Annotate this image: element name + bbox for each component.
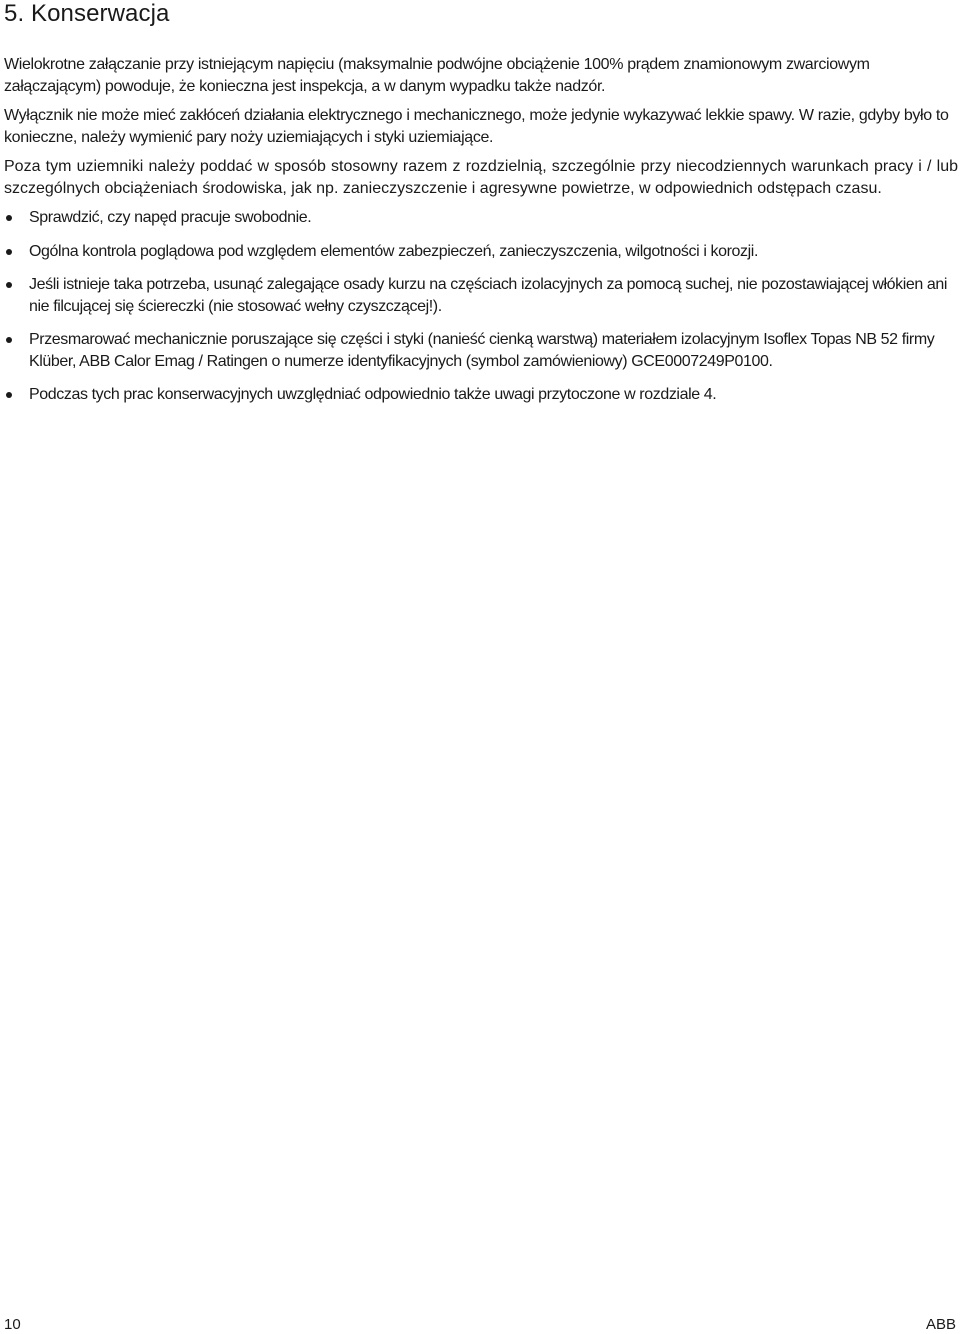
bullet-icon	[6, 249, 12, 255]
list-item-text: Podczas tych prac konserwacyjnych uwzględniać odpowiednio także uwagi przytoczone w rozdziale 4.	[29, 386, 717, 403]
bullet-icon	[6, 282, 12, 288]
list-item-text: Ogólna kontrola poglądowa pod względem elementów zabezpieczeń, zanieczyszczenia, wilgotności i korozji.	[29, 242, 758, 260]
list-item	[4, 274, 958, 317]
paragraph-earthing-switches: Poza tym uziemniki należy poddać w sposób stosowny razem z rozdzielnią, szczególnie przy niecodziennych warunkach pracy i / lub szczególnych obciążeniach środowiska, jak np. zanieczyszczenie i agresywne powietrze, w odpowiednich odstępach czasu.	[4, 158, 958, 197]
paragraph-circuit-breaker: Wyłącznik nie może mieć zakłóceń działania elektrycznego i mechanicznego, może jedynie wykazywać lekkie spawy. W razie, gdyby było to konieczne, należy wymienić pary noży uziemiających i styki uziemiające.	[4, 107, 949, 146]
bullet-icon	[6, 337, 12, 343]
list-item-text: Sprawdzić, czy napęd pracuje swobodnie.	[29, 209, 312, 226]
list-item	[4, 241, 958, 263]
paragraph-inspection: Wielokrotne załączanie przy istniejącym napięciu (maksymalnie podwójne obciążenie 100% prądem znamionowym zwarciowym załączającym) powoduje, że konieczna jest inspekcja, a w danym wypadku także nadzór.	[4, 56, 870, 95]
bullet-icon	[6, 392, 12, 398]
brand-name: ABB	[925, 1316, 956, 1333]
document-body	[4, 54, 958, 418]
bullet-icon	[6, 215, 12, 221]
list-item	[4, 207, 958, 229]
page-number: 10	[4, 1316, 21, 1333]
maintenance-checklist	[4, 207, 958, 406]
list-item-text: Jeśli istnieje taka potrzeba, usunąć zalegające osady kurzu na częściach izolacyjnych za pomocą suchej, nie pozostawiającej włókien ani nie filcującej się ściereczki (nie stosować wełny czyszczącej!).	[29, 276, 948, 315]
list-item	[4, 384, 958, 406]
list-item-text: Przesmarować mechanicznie poruszające się części i styki (nanieść cienką warstwą) materiałem izolacyjnym Isoflex Topas NB 52 firmy Klüber, ABB Calor Emag / Ratingen o numerze identyfikacyjnych (symbol zamówieniowy) GCE0007249P0100.	[29, 331, 935, 370]
page-title: 5. Konserwacja	[4, 0, 170, 27]
list-item	[4, 329, 958, 372]
